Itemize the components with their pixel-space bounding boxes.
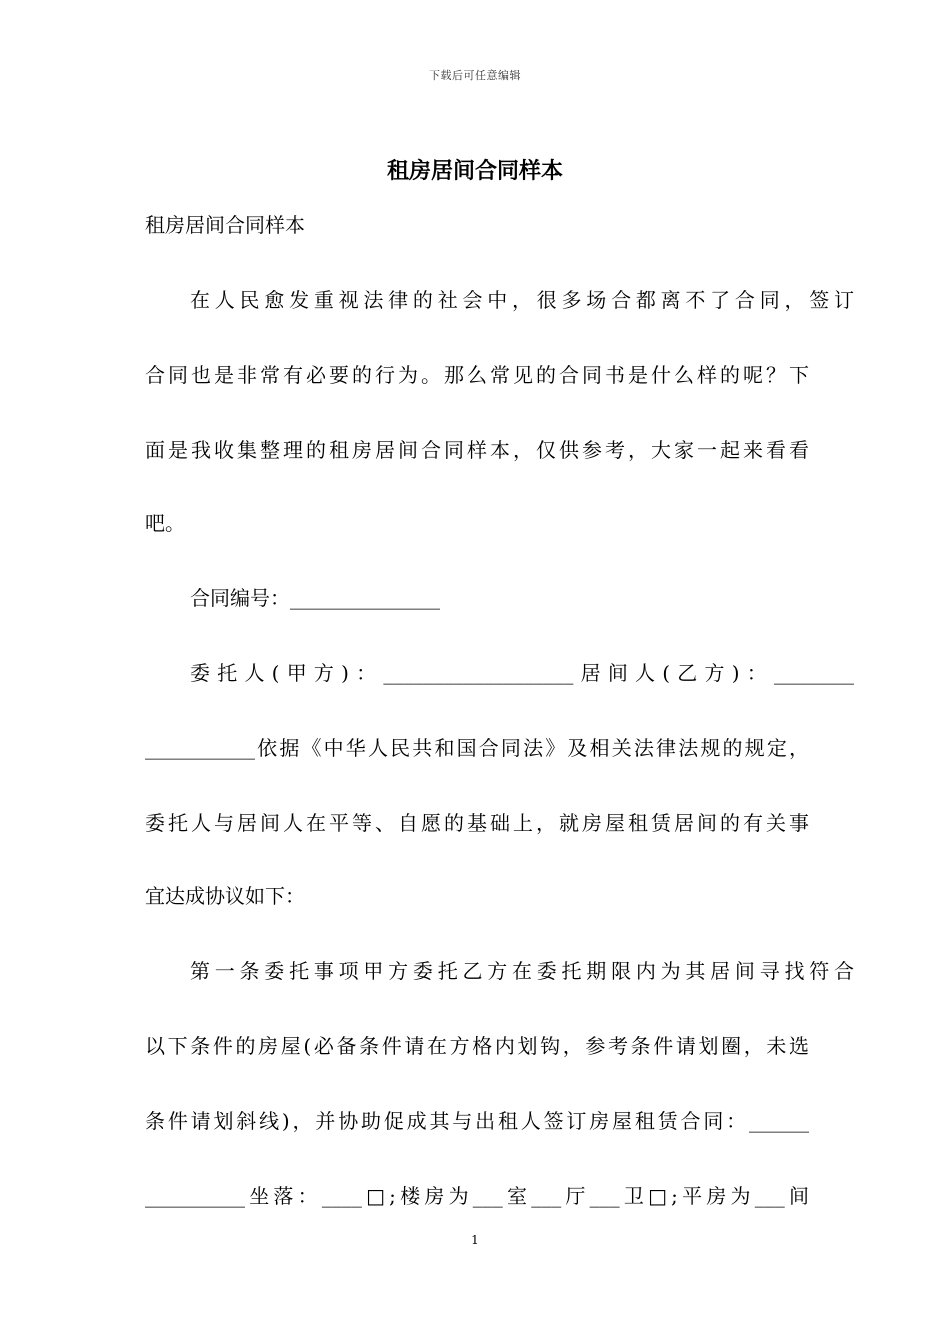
article-line: 第一条委托事项甲方委托乙方在委托期限内为其居间寻找符合 (190, 959, 854, 983)
subtitle-line: 租房居间合同样本 (145, 213, 305, 237)
paragraph-line: 吧。 (145, 511, 185, 535)
parties-line: 委托人(甲方)：___________________居间人(乙方)：________ (190, 661, 854, 685)
paragraph-line: 面是我收集整理的租房居间合同样本，仅供参考，大家一起来看看 (145, 438, 809, 462)
article-line: __________坐落：____□;楼房为___室___厅___卫□;平房为___间 (145, 1184, 809, 1208)
contract-number-line: 合同编号：_______________ (190, 586, 440, 610)
document-title: 租房居间合同样本 (386, 158, 563, 184)
paragraph-line: ___________依据《中华人民共和国合同法》及相关法律法规的规定， (145, 736, 809, 760)
paragraph-line: 合同也是非常有必要的行为。那么常见的合同书是什么样的呢？下 (145, 363, 809, 387)
article-line: 条件请划斜线)，并协助促成其与出租人签订房屋租赁合同：______ (145, 1109, 809, 1133)
paragraph-line: 宜达成协议如下： (145, 884, 305, 908)
paragraph-line: 在人民愈发重视法律的社会中，很多场合都离不了合同，签订 (190, 288, 854, 312)
paragraph-line: 委托人与居间人在平等、自愿的基础上，就房屋租赁居间的有关事 (145, 811, 809, 835)
page-number: 1 (471, 1233, 479, 1247)
article-line: 以下条件的房屋(必备条件请在方格内划钩，参考条件请划圈，未选 (145, 1034, 809, 1058)
page-header-note: 下载后可任意编辑 (429, 69, 521, 82)
